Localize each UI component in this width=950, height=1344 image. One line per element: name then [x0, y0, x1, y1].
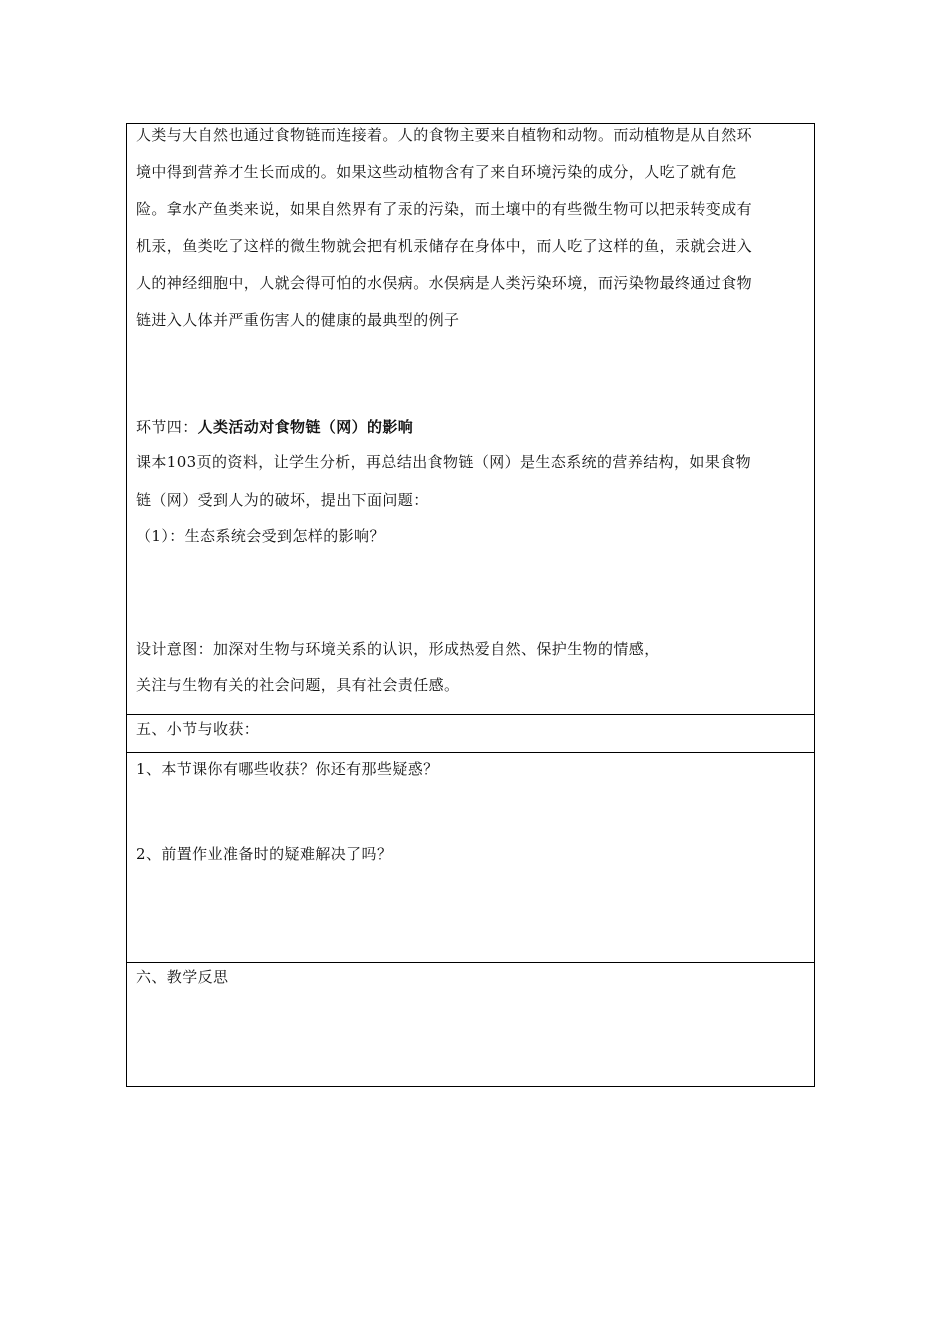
intro-line: 链进入人体并严重伤害人的健康的最典型的例子 [136, 311, 460, 329]
section6-heading: 六、教学反思 [136, 968, 229, 986]
intro-line: 险。拿水产鱼类来说，如果自然界有了汞的污染，而土壤中的有些微生物可以把汞转变成有 [136, 200, 753, 218]
section5-question-1: 1、本节课你有哪些收获？你还有那些疑惑？ [136, 760, 439, 778]
lesson-plan-table [126, 123, 815, 1087]
section4-prefix: 环节四： [136, 418, 198, 436]
section5-heading-cell [127, 715, 814, 753]
section4-line: 链（网）受到人为的破坏，提出下面问题： [136, 491, 429, 509]
section6-cell [127, 963, 814, 1086]
intro-line: 人类与大自然也通过食物链而连接着。人的食物主要来自植物和动物。而动植物是从自然环 [136, 126, 753, 144]
intro-line: 境中得到营养才生长而成的。如果这些动植物含有了来自环境污染的成分，人吃了就有危 [136, 163, 737, 181]
section5-content-cell [127, 753, 814, 963]
section5-heading: 五、小节与收获： [136, 720, 260, 738]
section4-line: 课本103页的资料，让学生分析，再总结出食物链（网）是生态系统的营养结构，如果食物 [136, 453, 752, 471]
section4-heading [136, 416, 413, 437]
intro-line: 机汞，鱼类吃了这样的微生物就会把有机汞储存在身体中，而人吃了这样的鱼，汞就会进入 [136, 237, 753, 255]
section4-question: （1）：生态系统会受到怎样的影响？ [136, 527, 385, 545]
section4-title: 人类活动对食物链（网）的影响 [197, 418, 414, 436]
intro-line: 人的神经细胞中，人就会得可怕的水俣病。水俣病是人类污染环境，而污染物最终通过食物 [136, 274, 753, 292]
content-cell [127, 124, 814, 715]
design-intent-line: 设计意图：加深对生物与环境关系的认识，形成热爱自然、保护生物的情感， [136, 640, 660, 658]
design-intent-line: 关注与生物有关的社会问题，具有社会责任感。 [136, 676, 460, 694]
section5-question-2: 2、前置作业准备时的疑难解决了吗？ [136, 845, 393, 863]
